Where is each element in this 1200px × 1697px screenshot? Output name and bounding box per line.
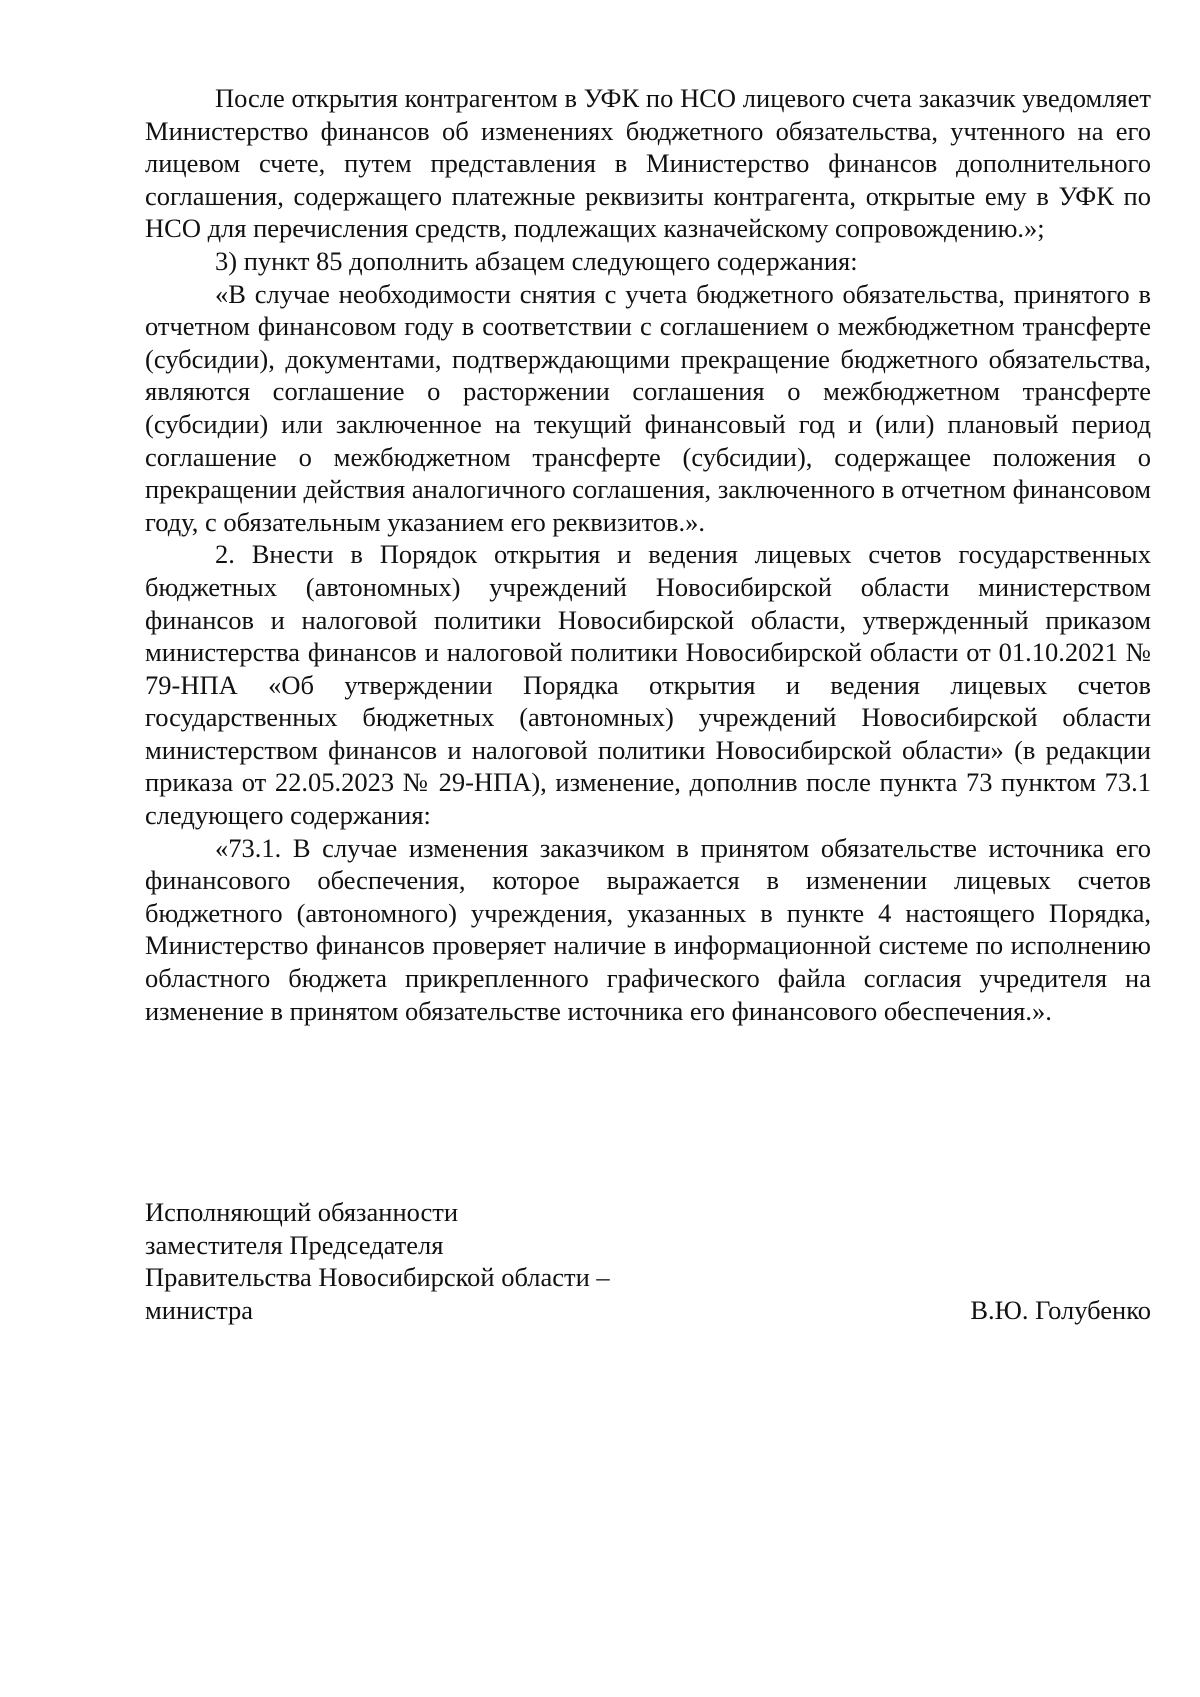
paragraph-point-73-1: «73.1. В случае изменения заказчиком в принятом обязательстве источника его финансового обеспечения, которое выражается в изменении лицевых счетов бюджетного (автономного) учреждения, указанных в пункте 4 настоящего Порядка, Министерство финансов проверяет наличие в информационной системе по исполнению областного бюджета прикрепленного графического файла согласия учредителя на изменение в принятом обязательстве источника его финансового обеспечения.». [145, 832, 1151, 1026]
signature-final-row [145, 1294, 1151, 1327]
signer-name: В.Ю. Голубенко [970, 1294, 1151, 1325]
document-body [145, 82, 1151, 1027]
signer-title-line: министра [145, 1294, 253, 1325]
paragraph-obligation-removal: «В случае необходимости снятия с учета бюджетного обязательства, принятого в отчетном финансовом году в соответствии с соглашением о межбюджетном трансферте (субсидии), документами, подтверждающими прекращение бюджетного обязательства, являются соглашение о расторжении соглашения о межбюджетном трансферте (субсидии) или заключенное на текущий финансовый год и (или) плановый период соглашение о межбюджетном трансферте (субсидии), содержащее положения о прекращении действия аналогичного соглашения, заключенного в отчетном финансовом году, с обязательным указанием его реквизитов.». [145, 278, 1151, 537]
signer-title-line: Исполняющий обязанности [145, 1197, 459, 1227]
paragraph-item-3: 3) пункт 85 дополнить абзацем следующего содержания: [215, 245, 858, 276]
paragraph-account-opening-notice: После открытия контрагентом в УФК по НСО лицевого счета заказчик уведомляет Министерство финансов об изменениях бюджетного обязательства, учтенного на его лицевом счете, путем представления в Министерство финансов дополнительного соглашения, содержащего платежные реквизиты контрагента, открытые ему в УФК по НСО для перечисления средств, подлежащих казначейскому сопровождению.»; [145, 83, 1151, 244]
paragraph-item-2-amendment: 2. Внести в Порядок открытия и ведения лицевых счетов государственных бюджетных (автономных) учреждений Новосибирской области министерством финансов и налоговой политики Новосибирской области, утвержденный приказом министерства финансов и налоговой политики Новосибирской области от 01.10.2021 № 79-НПА «Об утверждении Порядка открытия и ведения лицевых счетов государственных бюджетных (автономных) учреждений Новосибирской области министерством финансов и налоговой политики Новосибирской области» (в редакции приказа от 22.05.2023 № 29-НПА), изменение, дополнив после пункта 73 пунктом 73.1 следующего содержания: [145, 539, 1151, 831]
signer-title-line: заместителя Председателя [145, 1229, 444, 1260]
signer-title-line: Правительства Новосибирской области – [145, 1262, 610, 1293]
signature-block [145, 1196, 1151, 1326]
